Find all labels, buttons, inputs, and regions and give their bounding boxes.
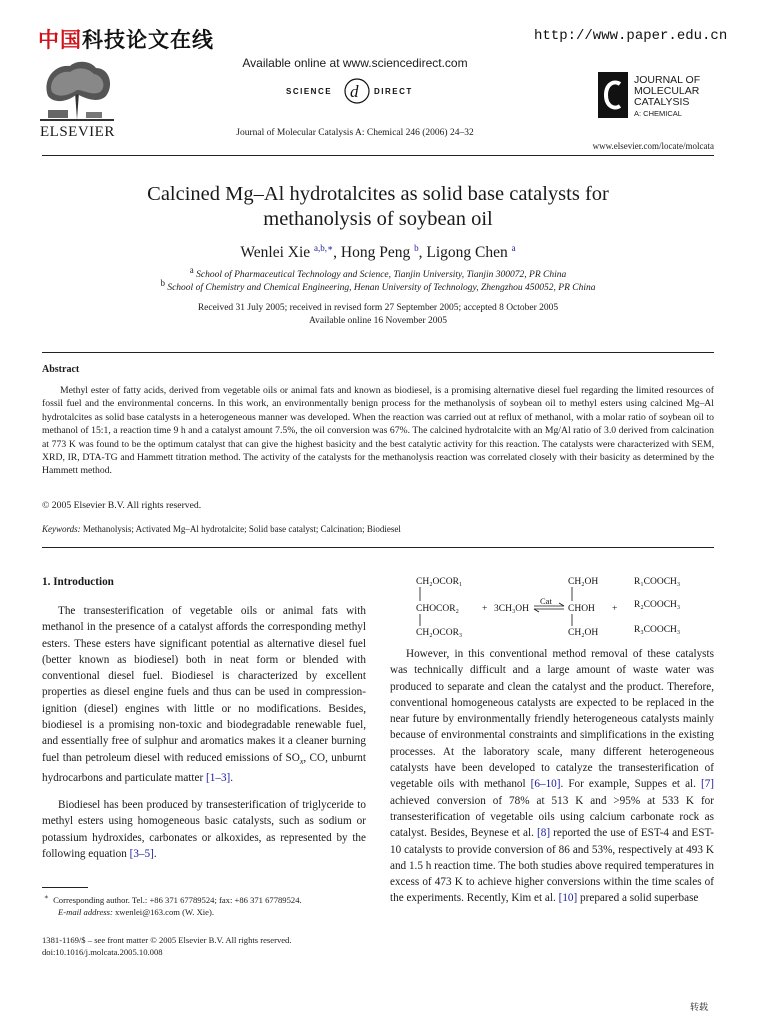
subscript: x xyxy=(299,756,304,766)
citation-link[interactable]: [7] xyxy=(700,778,715,791)
author-name: Hong Peng xyxy=(340,244,411,261)
author-email[interactable]: xwenlei@163.com (W. Xie). xyxy=(114,906,214,917)
scheme-mid-bot: CH₂OH xyxy=(568,628,599,638)
scheme-right-top: R₁COOCH₃ xyxy=(634,577,681,587)
article-dates: Received 31 July 2005; received in revised form 27 September 2005; accepted 8 October 2005 Available online 16 November 2005 xyxy=(197,303,559,326)
abstract-copyright: © 2005 Elsevier B.V. All rights reserved. xyxy=(42,500,202,511)
author-affil-mark[interactable]: b xyxy=(414,242,419,253)
scheme-reagent: 3CH₃OH xyxy=(494,604,529,614)
svg-text:DIRECT: DIRECT xyxy=(374,87,413,96)
intro-paragraph-2 xyxy=(42,797,366,862)
svg-text:d: d xyxy=(350,82,359,101)
citation-link[interactable]: [6–10] xyxy=(530,778,561,791)
scheme-plus-1: + xyxy=(482,604,488,614)
scheme-left-top: CH₂OCOR₁ xyxy=(416,577,463,587)
citation-link[interactable]: [10] xyxy=(558,892,578,905)
keywords: Keywords: Methanolysis; Activated Mg–Al hydrotalcite; Solid base catalyst; Calcination; Biodiesel xyxy=(42,524,401,534)
text-run: prepared a solid superbase xyxy=(577,892,699,905)
intro-paragraph-1 xyxy=(42,603,366,787)
citation-link[interactable]: [8] xyxy=(537,827,551,840)
cn-paper-logo: 中国科技论文在线 xyxy=(38,28,214,52)
text-run: . xyxy=(153,847,157,860)
front-matter: 1381-1169/$ – see front matter © 2005 Elsevier B.V. All rights reserved. doi:10.1016/j.molcata.2005.10.008 xyxy=(42,935,292,957)
text-run: . For example, Suppes et al. xyxy=(560,778,701,791)
scheme-catalyst-label: Cat xyxy=(540,596,552,606)
doi[interactable]: doi:10.1016/j.molcata.2005.10.008 xyxy=(42,947,163,957)
citation-link[interactable]: [3–5] xyxy=(129,847,154,860)
journal-url[interactable]: www.elsevier.com/locate/molcata xyxy=(592,141,714,151)
affiliation-b: b School of Chemistry and Chemical Engineering, Henan University of Technology, Zhengzhou 450052, PR China xyxy=(160,278,596,294)
author-list: Wenlei Xie $^{a,b,∗}$, Hong Peng $^b$, Ligong Chen $^a$ xyxy=(240,242,516,261)
affiliation-a: a School of Pharmaceutical Technology and Science, Tianjin University, Tianjin 300072, PR China xyxy=(189,265,567,281)
scheme-left-mid: CHOCOR₂ xyxy=(416,604,459,614)
reprint-stamp: 转载 xyxy=(690,1003,709,1013)
scheme-plus-2: + xyxy=(612,604,618,614)
author-name: Ligong Chen xyxy=(426,244,508,261)
author-affil-mark[interactable]: a xyxy=(511,242,516,253)
abstract-text: Methyl ester of fatty acids, derived from vegetable oils or animal fats and known as biodiesel, is a promising alternative diesel fuel regarding the limited resources of fossil fuel and the environmental concerns. In this work, an environmentally benign process for the methanolysis of soybean oil to methyl esters using calcined Mg–Al hydrotalcites as solid base catalysts in a heterogeneous manner was developed. When the reaction was carried out at reflux of methanol, with a molar ratio of soybean oil to methanol of 15:1, a reaction time 9 h and a catalyst amount 7.5%, the oil conversion was 67%. The calcined hydrotalcite with an Mg/Al ratio of 3.0 derived from calcination at 773 K was found to be the optimum catalyst that can give the highest basicity and the best catalytic activity for this reaction. The catalysts were characterized with SEM, XRD, IR, DTA-TG and Hammett titration method. The activity of the catalysts for the methanolysis reaction was correlated closely with their basicity as determined by the Hammett method. xyxy=(42,385,714,477)
intro-paragraph-3 xyxy=(390,646,714,907)
available-online: Available online at www.sciencedirect.com xyxy=(242,56,468,70)
text-run: Biodiesel has been produced by transesterification of triglyceride to methyl esters using homogeneous basic catalysts, such as sodium or potassium hydroxides, carbonates or alkoxides, as represented by the following equation xyxy=(42,799,366,860)
author-affil-mark[interactable]: a,b,∗ xyxy=(314,242,334,253)
scheme-mid-top: CH₂OH xyxy=(568,577,599,587)
section-heading: 1. Introduction xyxy=(42,576,114,588)
text-run: However, in this conventional method removal of these catalysts was technically difficult and a large amount of waste water was produced to separate and clean the catalyst and the product. Therefore, conventional homogeneous catalysts are expected to be replaced in the near future by environmentally friendly heterogeneous catalysts mainly because of environmental constraints and simplifications in the existing processes. At the laboratory scale, many different heterogeneous catalysts have been developed to catalyze the transesterification of vegetable oils with methanol xyxy=(390,648,714,791)
citation-link[interactable]: [1–3] xyxy=(206,772,231,785)
footnote-rule xyxy=(42,887,88,888)
article-title: Calcined Mg–Al hydrotalcites as solid base catalysts for methanolysis of soybean oil xyxy=(147,183,609,230)
text-run: The transesterification of vegetable oils or animal fats with methanol in the presence of a catalyst affords the corresponding methyl esters. These esters have significant potential as alternative diesel fuel (better known as biodiesel) both in neat form or blended with conventional diesel fuel. Biodiesel is characterized by excellent properties as diesel engine fuels and thus can be used in compression-ignition (diesel) engines with little or no modifications. Besides, biodiesel is a promising non-toxic and biodegradable renewable fuel, and essentially free of sulphur and aromatics makes it a cleaner burning fuel than petroleum diesel with reduced emissions of SO xyxy=(42,605,366,764)
scheme-right-bot: R₃COOCH₃ xyxy=(634,625,681,635)
header-rule xyxy=(42,155,714,156)
scheme-right-mid: R₂COOCH₃ xyxy=(634,600,681,610)
publisher-name: ELSEVIER xyxy=(40,124,115,140)
scheme-mid-mid: CHOH xyxy=(568,604,595,614)
text-run: . xyxy=(230,772,234,785)
text-run: reported the use of EST-4 and EST-10 catalysts to provide conversion of 86 and 53%, respectively at 493 K and 1.5 h reaction time. The both studies above required temperatures in excess of 473 K to achieve higher conversions within the time scales of the experiments. Recently, Kim et al. xyxy=(390,827,714,905)
site-url[interactable]: http://www.paper.edu.cn xyxy=(534,28,728,44)
sciencedirect-logo xyxy=(282,76,432,106)
journal-title-box: JOURNAL OF MOLECULAR CATALYSIS A: CHEMICAL xyxy=(634,74,701,118)
author-name: Wenlei Xie xyxy=(240,244,311,261)
text-run: , CO, unburnt hydrocarbons and particulate matter xyxy=(42,751,366,785)
svg-text:SCIENCE: SCIENCE xyxy=(286,87,333,96)
corresponding-author-footnote: ∗ Corresponding author. Tel.: +86 371 67789524; fax: +86 371 67789524. E-mail address: xwenlei@163.com (W. Xie). xyxy=(44,893,302,917)
abstract-heading: Abstract xyxy=(42,364,80,375)
text-run: achieved conversion of 78% at 513 K and >95% at 533 K for transesterification of vegetable oils using calcium carbonate rock as catalyst. Besides, Beynese et al. xyxy=(390,794,714,840)
abstract-top-rule xyxy=(42,352,714,353)
journal-reference: Journal of Molecular Catalysis A: Chemical 246 (2006) 24–32 xyxy=(236,128,474,138)
journal-logo xyxy=(598,72,628,118)
scheme-left-bot: CH₂OCOR₃ xyxy=(416,628,463,638)
abstract-bottom-rule xyxy=(42,547,714,548)
transesterification-scheme xyxy=(410,572,720,644)
